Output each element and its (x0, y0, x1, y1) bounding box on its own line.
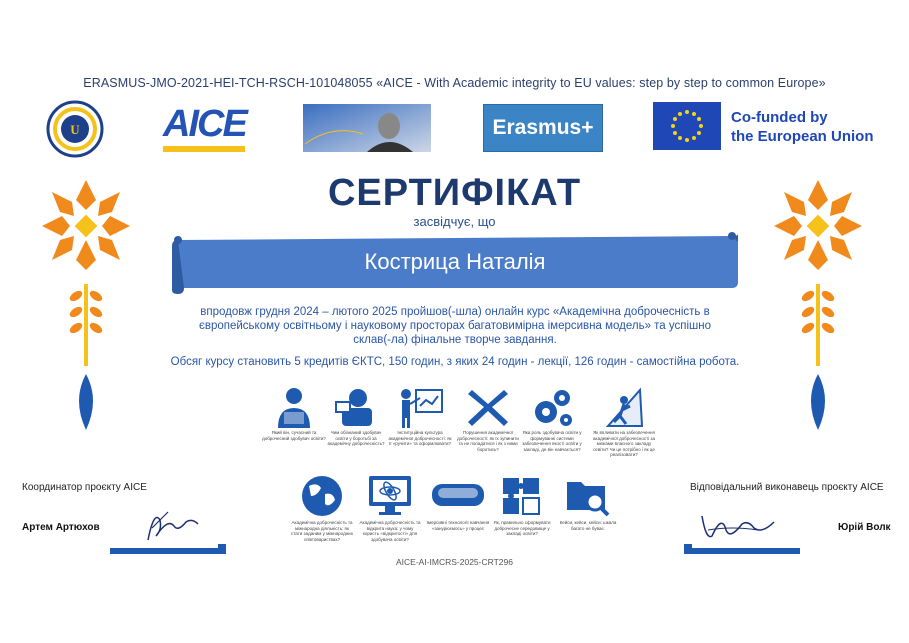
topic-item: Який він, сучасний та доброчесний здобувач освіти? (262, 386, 326, 441)
certificate-number: AICE-AI-IMCRS-2025-CRT296 (396, 557, 513, 567)
topic-item: Академічна доброчесність та міжнародна діяльність: як стати заданим у міжнародних співтовариствах? (290, 474, 354, 542)
topic-item: Кейси, кейси, кейси: шкала багато не буває. (556, 474, 620, 531)
topic-item: Академічна доброчесність та відкрита наука: у чому користь «відкритості» для здобувача освіти? (358, 474, 422, 542)
svg-text:U: U (70, 122, 80, 137)
certificate-title: СЕРТИФІКАТ (327, 172, 582, 214)
folder-icon (565, 474, 611, 518)
topic-item: Як, правильно сформувати доброчесне середовище у закладі освіти? (490, 474, 554, 537)
climber-icon (602, 386, 646, 428)
grant-line: ERASMUS-JMO-2021-HEI-TCH-RSCH-101048055 «AICE - With Academic integrity to EU values: step by step to common Europe» (83, 76, 826, 90)
executor-signature-icon (682, 500, 802, 556)
topic-item: Як впливати на забезпечення академічної доброчесності за межами власного закладу освіти? Чи це потрібно і як це реалізовати? (592, 386, 656, 458)
topic-item: Чим обізнаний здобувач освіти у боротьбі за академічну доброчесність? (324, 386, 388, 447)
university-seal-icon (46, 100, 104, 158)
course-volume: Обсяг курсу становить 5 кредитів ЄКТС, 150 годин, з яких 24 годин - лекції, 126 годин - самостійна робота. (170, 356, 740, 368)
topic-item: Інституційна культура академічної доброчесності: як її «ручити» та оформлювати? (388, 386, 452, 447)
coordinator-signature-icon (108, 500, 228, 556)
teacher-icon (396, 386, 444, 428)
cross-icon (466, 386, 510, 428)
eu-funding-text: Co-funded by the European Union (731, 109, 874, 145)
aice-logo: AICE (163, 102, 247, 158)
globe-icon (299, 474, 345, 518)
executor-label: Відповідальний виконавець проєкту AICE (690, 482, 884, 493)
certificate-subtitle: засвідчує, що (413, 214, 496, 229)
recipient-name: Кострица Наталія (364, 249, 546, 274)
logos-row (0, 100, 909, 160)
eu-flag-icon (653, 102, 721, 150)
monitor-icon (365, 474, 415, 518)
course-description: впродовж грудня 2024 – лютого 2025 пройшов(-шла) онлайн курс «Академічна доброчесність в європейському освітньому і науковому просторах багатовимірна імерсивна модель» та успішно склав(-ла) фінальне творче завдання. (198, 306, 712, 346)
researcher-icon (334, 386, 378, 428)
topic-item: Яка роль здобувача освіти у формуванні системи забезпечення якості освіти у закладі, де він навчається? (520, 386, 584, 452)
executor-name: Юрій Волк (838, 522, 891, 533)
topic-item: Порушення академічної доброчесності: як їх зупинити та не попадатися і як з ними боротись? (456, 386, 520, 452)
puzzle-icon (499, 474, 545, 518)
gears-icon (530, 386, 574, 428)
student-icon (272, 386, 316, 428)
erasmus-logo: Erasmus+ (483, 104, 603, 152)
vr-icon (428, 474, 488, 518)
topic-item: Імерсивні технології навчання «занурюємось» у процес (426, 474, 490, 531)
coordinator-name: Артем Артюхов (22, 522, 100, 533)
founder-photo-icon (303, 104, 431, 152)
coordinator-label: Координатор проєкту AICE (22, 482, 147, 493)
